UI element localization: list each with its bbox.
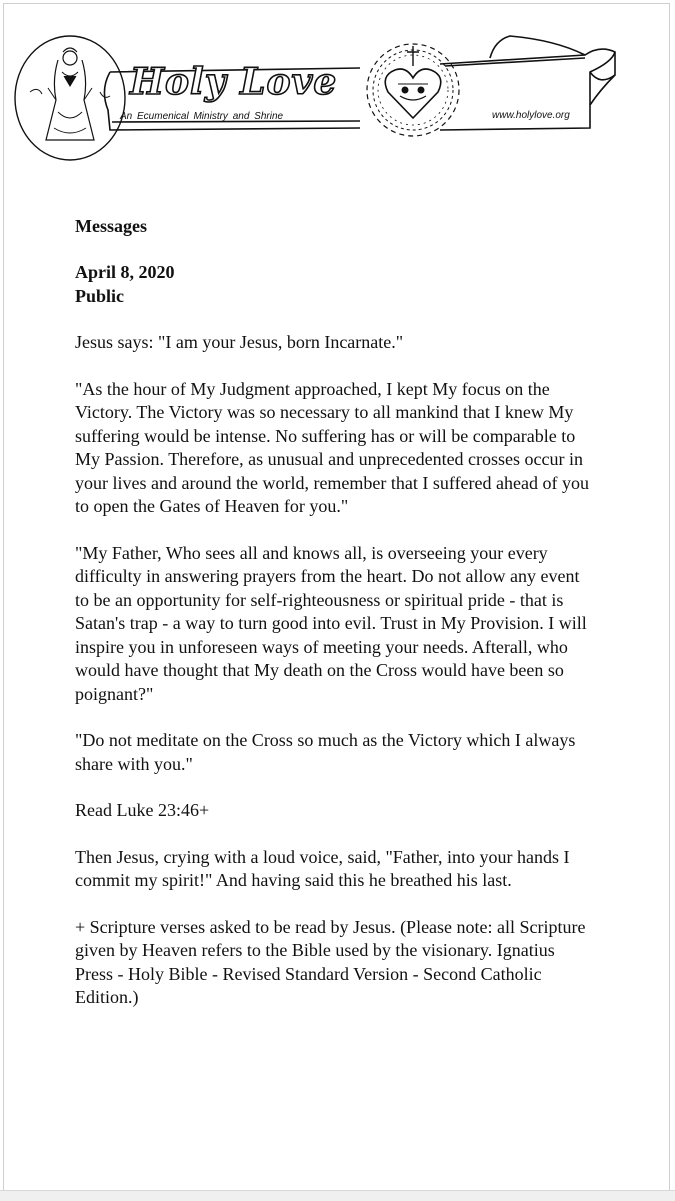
logo-title: Holy Love	[130, 61, 338, 103]
paragraph-cross: "Do not meditate on the Cross so much as the Victory which I always share with you."	[75, 730, 576, 774]
paragraph-intro: Jesus says: "I am your Jesus, born Incarnate."	[75, 332, 404, 352]
scripture-reference: Read Luke 23:46+	[75, 800, 210, 820]
date-block	[75, 261, 595, 308]
holy-love-header	[0, 0, 675, 170]
bottom-edge	[0, 1190, 675, 1201]
logo-subtitle: An Ecumenical Ministry and Shrine	[120, 111, 284, 122]
paragraph-father: "My Father, Who sees all and knows all, is overseeing your every difficulty in answering prayers from the heart. Do not allow any event to be an opportunity for self-righteousness or spiritual pride - that is Satan's trap - a way to turn good into evil. Trust in My Provision. I will inspire you in unforeseen ways of meeting your needs. Afterall, who would have thought that My death on the Cross would have been so poignant?"	[75, 542, 587, 704]
message-body	[75, 215, 595, 1033]
section-heading: Messages	[75, 216, 147, 236]
paragraph-victory: "As the hour of My Judgment approached, I kept My focus on the Victory. The Victory was so necessary to all mankind that I knew My suffering would be intense. No suffering has or will be comparable to My Passion. Therefore, as unusual and unprecedented crosses occur in your lives and around the world, remember that I suffered ahead of you to open the Gates of Heaven for you."	[75, 378, 589, 516]
message-audience: Public	[75, 285, 125, 306]
madonna-medallion	[15, 36, 125, 160]
scripture-note: + Scripture verses asked to be read by Jesus. (Please note: all Scripture given by Heaven refers to the Bible used by the visionary. Ignatius Press - Holy Bible - Revised Standard Version - Second Catholic Edition.)	[75, 916, 586, 1007]
united-hearts-wreath	[367, 44, 459, 136]
header-artwork	[0, 0, 675, 170]
website-url[interactable]: www.holylove.org	[492, 110, 570, 121]
message-date: April 8, 2020	[75, 262, 175, 282]
scripture-text: Then Jesus, crying with a loud voice, said, "Father, into your hands I commit my spirit!" And having said this he breathed his last.	[75, 846, 570, 890]
